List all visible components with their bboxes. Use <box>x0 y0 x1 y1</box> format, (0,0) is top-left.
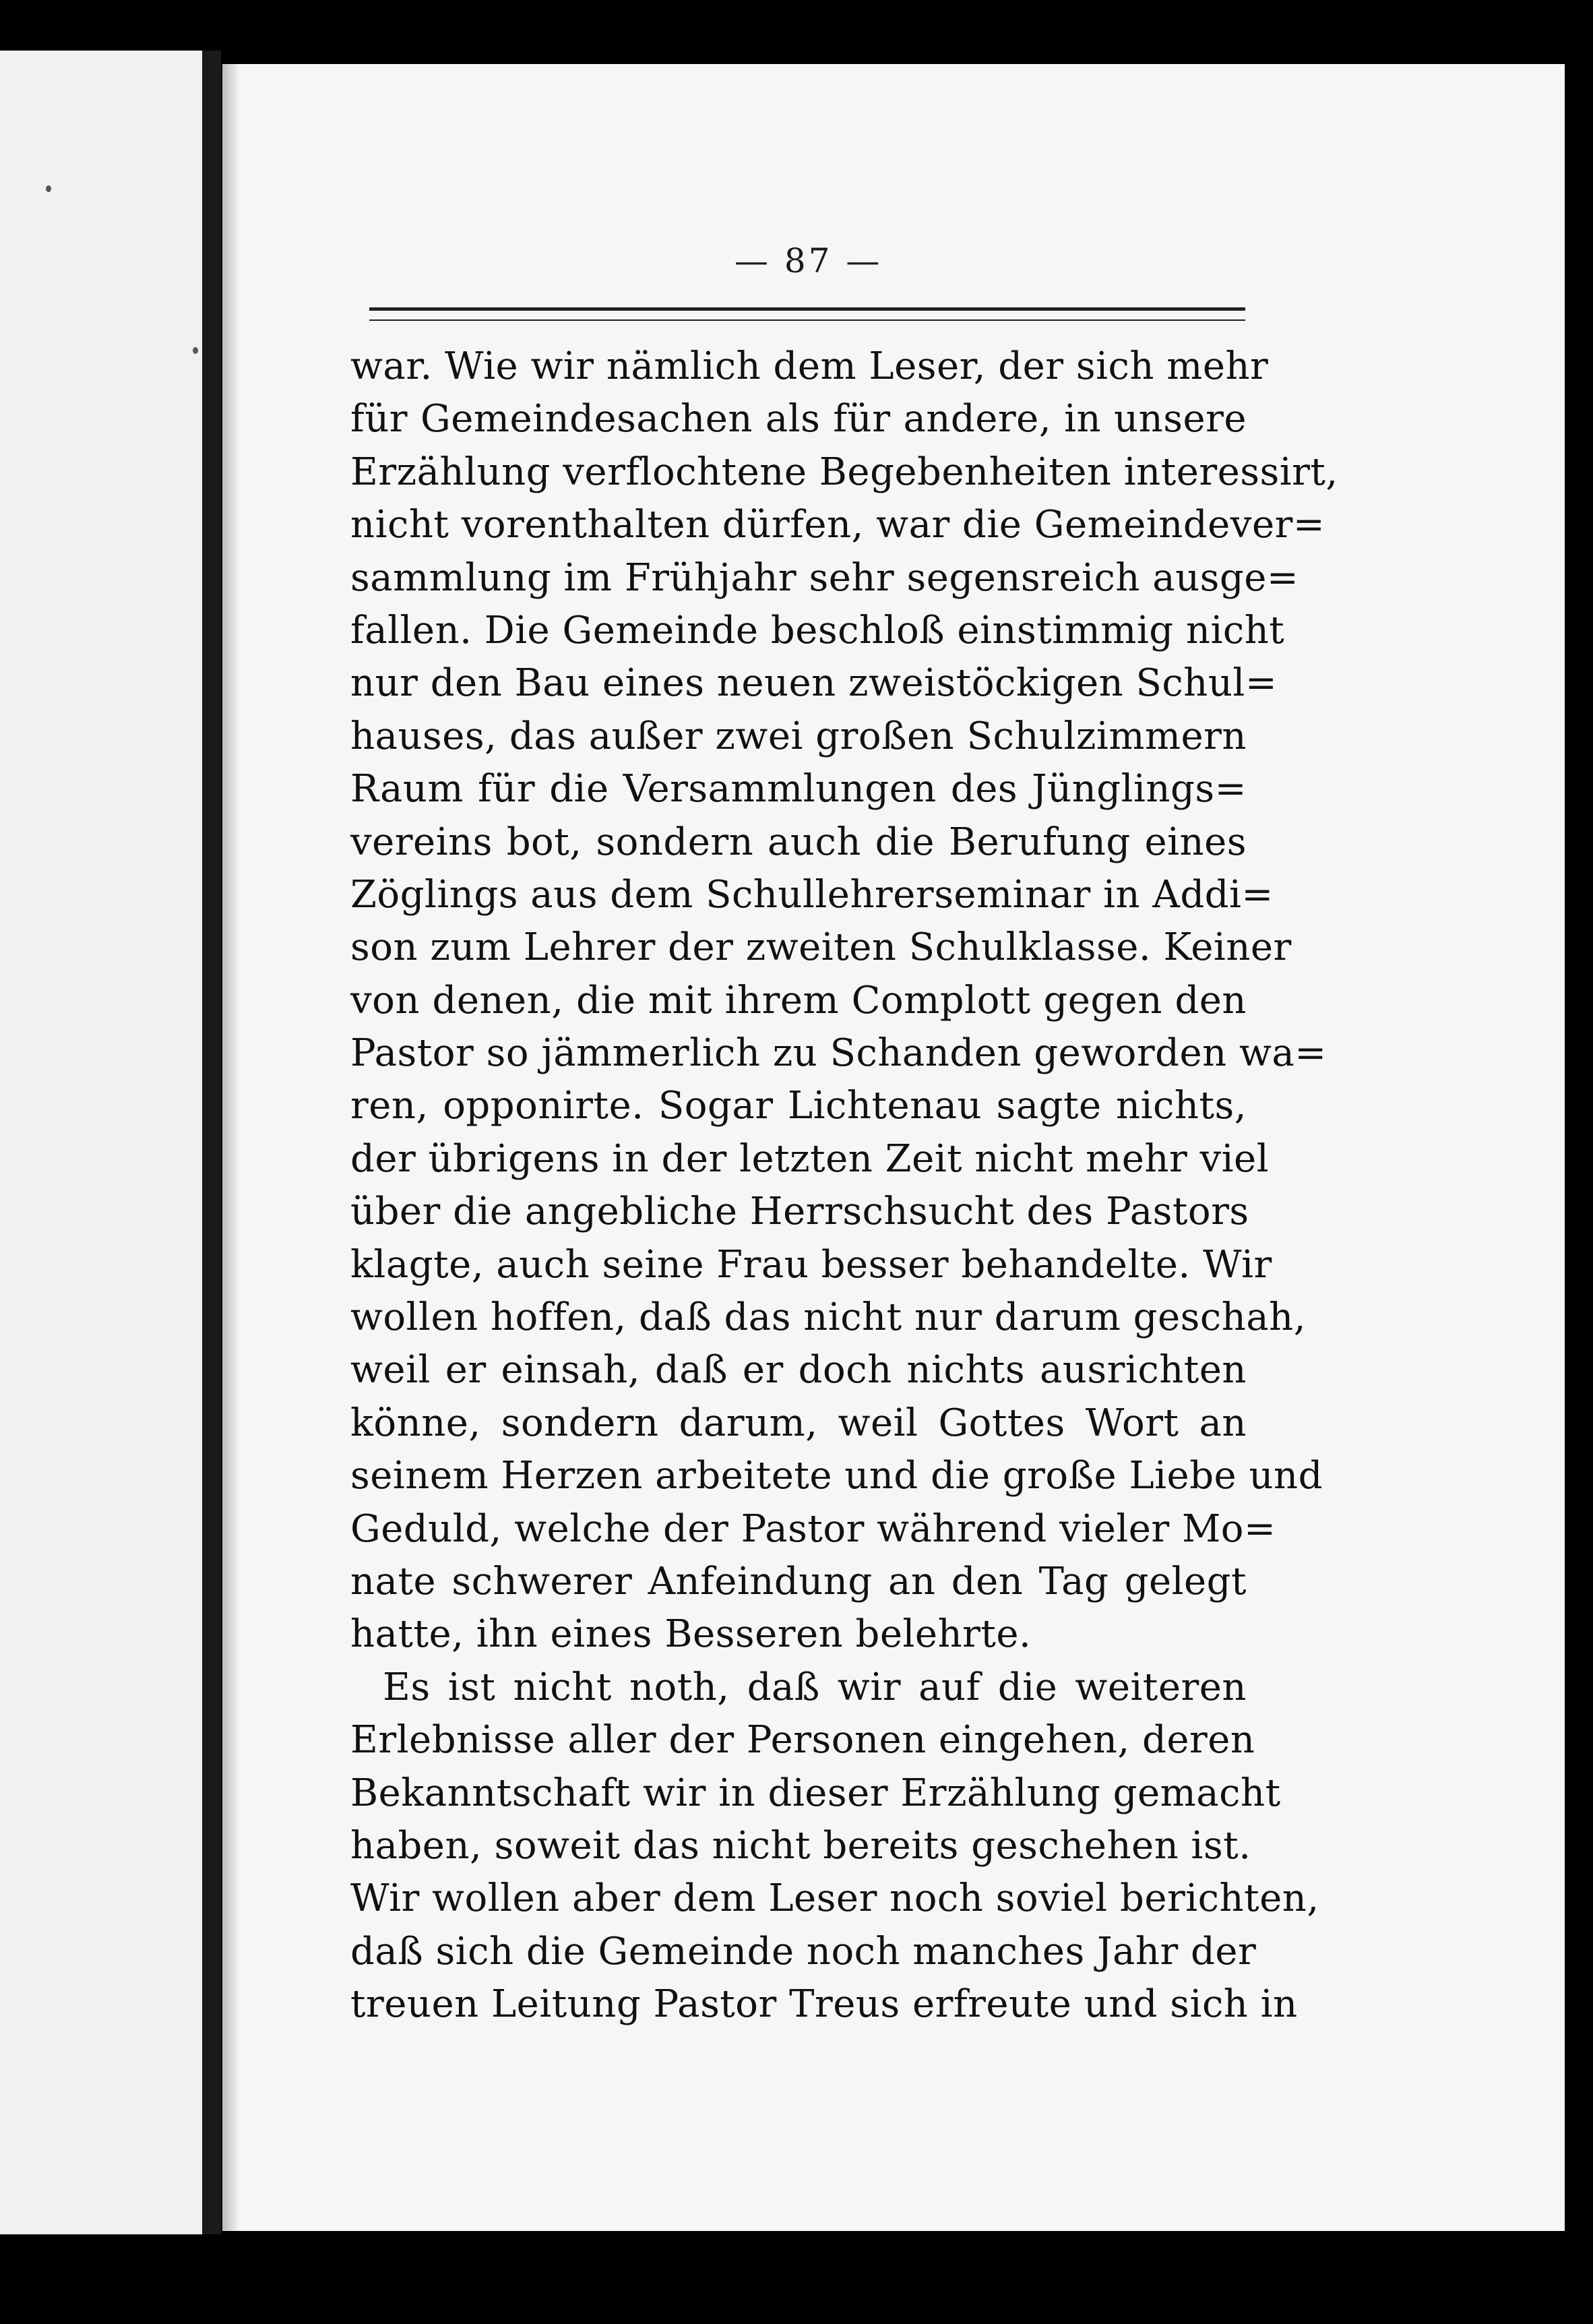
page-gutter-shadow <box>222 64 240 2231</box>
text-line: war. Wie wir nämlich dem Leser, der sich mehr <box>350 344 1269 388</box>
text-line: treuen Leitung Pastor Treus erfreute und sich in <box>350 1982 1298 2027</box>
text-line: wollen hoffen, daß das nicht nur darum geschah, <box>350 1295 1307 1340</box>
text-line: Es ist nicht noth, daß wir auf die weiteren <box>383 1665 1247 1709</box>
text-line: Raum für die Versammlungen des Jünglings= <box>350 767 1247 812</box>
text-line: haben, soweit das nicht bereits geschehen ist. <box>350 1823 1251 1868</box>
text-line: vereins bot, sondern auch die Berufung eines <box>350 820 1247 864</box>
text-line: nicht vorenthalten dürfen, war die Gemeindever= <box>350 503 1325 547</box>
text-line: Wir wollen aber dem Leser noch soviel berichten, <box>350 1876 1319 1921</box>
text-line: Bekanntschaft wir in dieser Erzählung gemacht <box>350 1771 1281 1815</box>
text-line: daß sich die Gemeinde noch manches Jahr der <box>350 1929 1257 1974</box>
book-gutter <box>202 51 221 2234</box>
text-line: hatte, ihn eines Besseren belehrte. <box>350 1612 1032 1657</box>
text-line: seinem Herzen arbeitete und die große Liebe und <box>350 1454 1323 1498</box>
text-line: Geduld, welche der Pastor während vieler Mo= <box>350 1506 1276 1551</box>
ink-speck <box>46 185 51 192</box>
header-rule-thin <box>369 319 1245 321</box>
text-line: könne, sondern darum, weil Gottes Wort an <box>350 1401 1247 1445</box>
text-line: ren, opponirte. Sogar Lichtenau sagte nichts, <box>350 1084 1247 1128</box>
ink-speck <box>193 347 198 354</box>
text-line: für Gemeindesachen als für andere, in unsere <box>350 397 1247 441</box>
text-line: sammlung im Frühjahr sehr segensreich ausge= <box>350 555 1299 600</box>
page-body-text <box>350 340 1338 2031</box>
text-line: nate schwerer Anfeindung an den Tag gelegt <box>350 1559 1247 1603</box>
text-line: Erlebnisse aller der Personen eingehen, deren <box>350 1718 1255 1763</box>
text-line: von denen, die mit ihrem Complott gegen den <box>350 978 1247 1022</box>
facing-page-edge <box>0 51 202 2234</box>
text-line: nur den Bau eines neuen zweistöckigen Schul= <box>350 661 1278 706</box>
text-line: fallen. Die Gemeinde beschloß einstimmig nicht <box>350 608 1285 652</box>
page-number: — 87 — <box>735 241 883 280</box>
text-line: hauses, das außer zwei großen Schulzimmern <box>350 714 1247 758</box>
text-line: über die angebliche Herrschsucht des Pastors <box>350 1190 1249 1234</box>
text-line: der übrigens in der letzten Zeit nicht mehr viel <box>350 1136 1270 1181</box>
header-rule <box>369 307 1245 311</box>
text-line: Zöglings aus dem Schullehrerseminar in Addi= <box>350 872 1274 917</box>
text-line: Erzählung verflochtene Begebenheiten interessirt, <box>350 450 1338 494</box>
text-line: son zum Lehrer der zweiten Schulklasse. Keiner <box>350 925 1292 970</box>
text-line: weil er einsah, daß er doch nichts ausrichten <box>350 1348 1247 1393</box>
text-line: klagte, auch seine Frau besser behandelte. Wir <box>350 1242 1272 1287</box>
text-line: Pastor so jämmerlich zu Schanden geworden wa= <box>350 1031 1327 1076</box>
